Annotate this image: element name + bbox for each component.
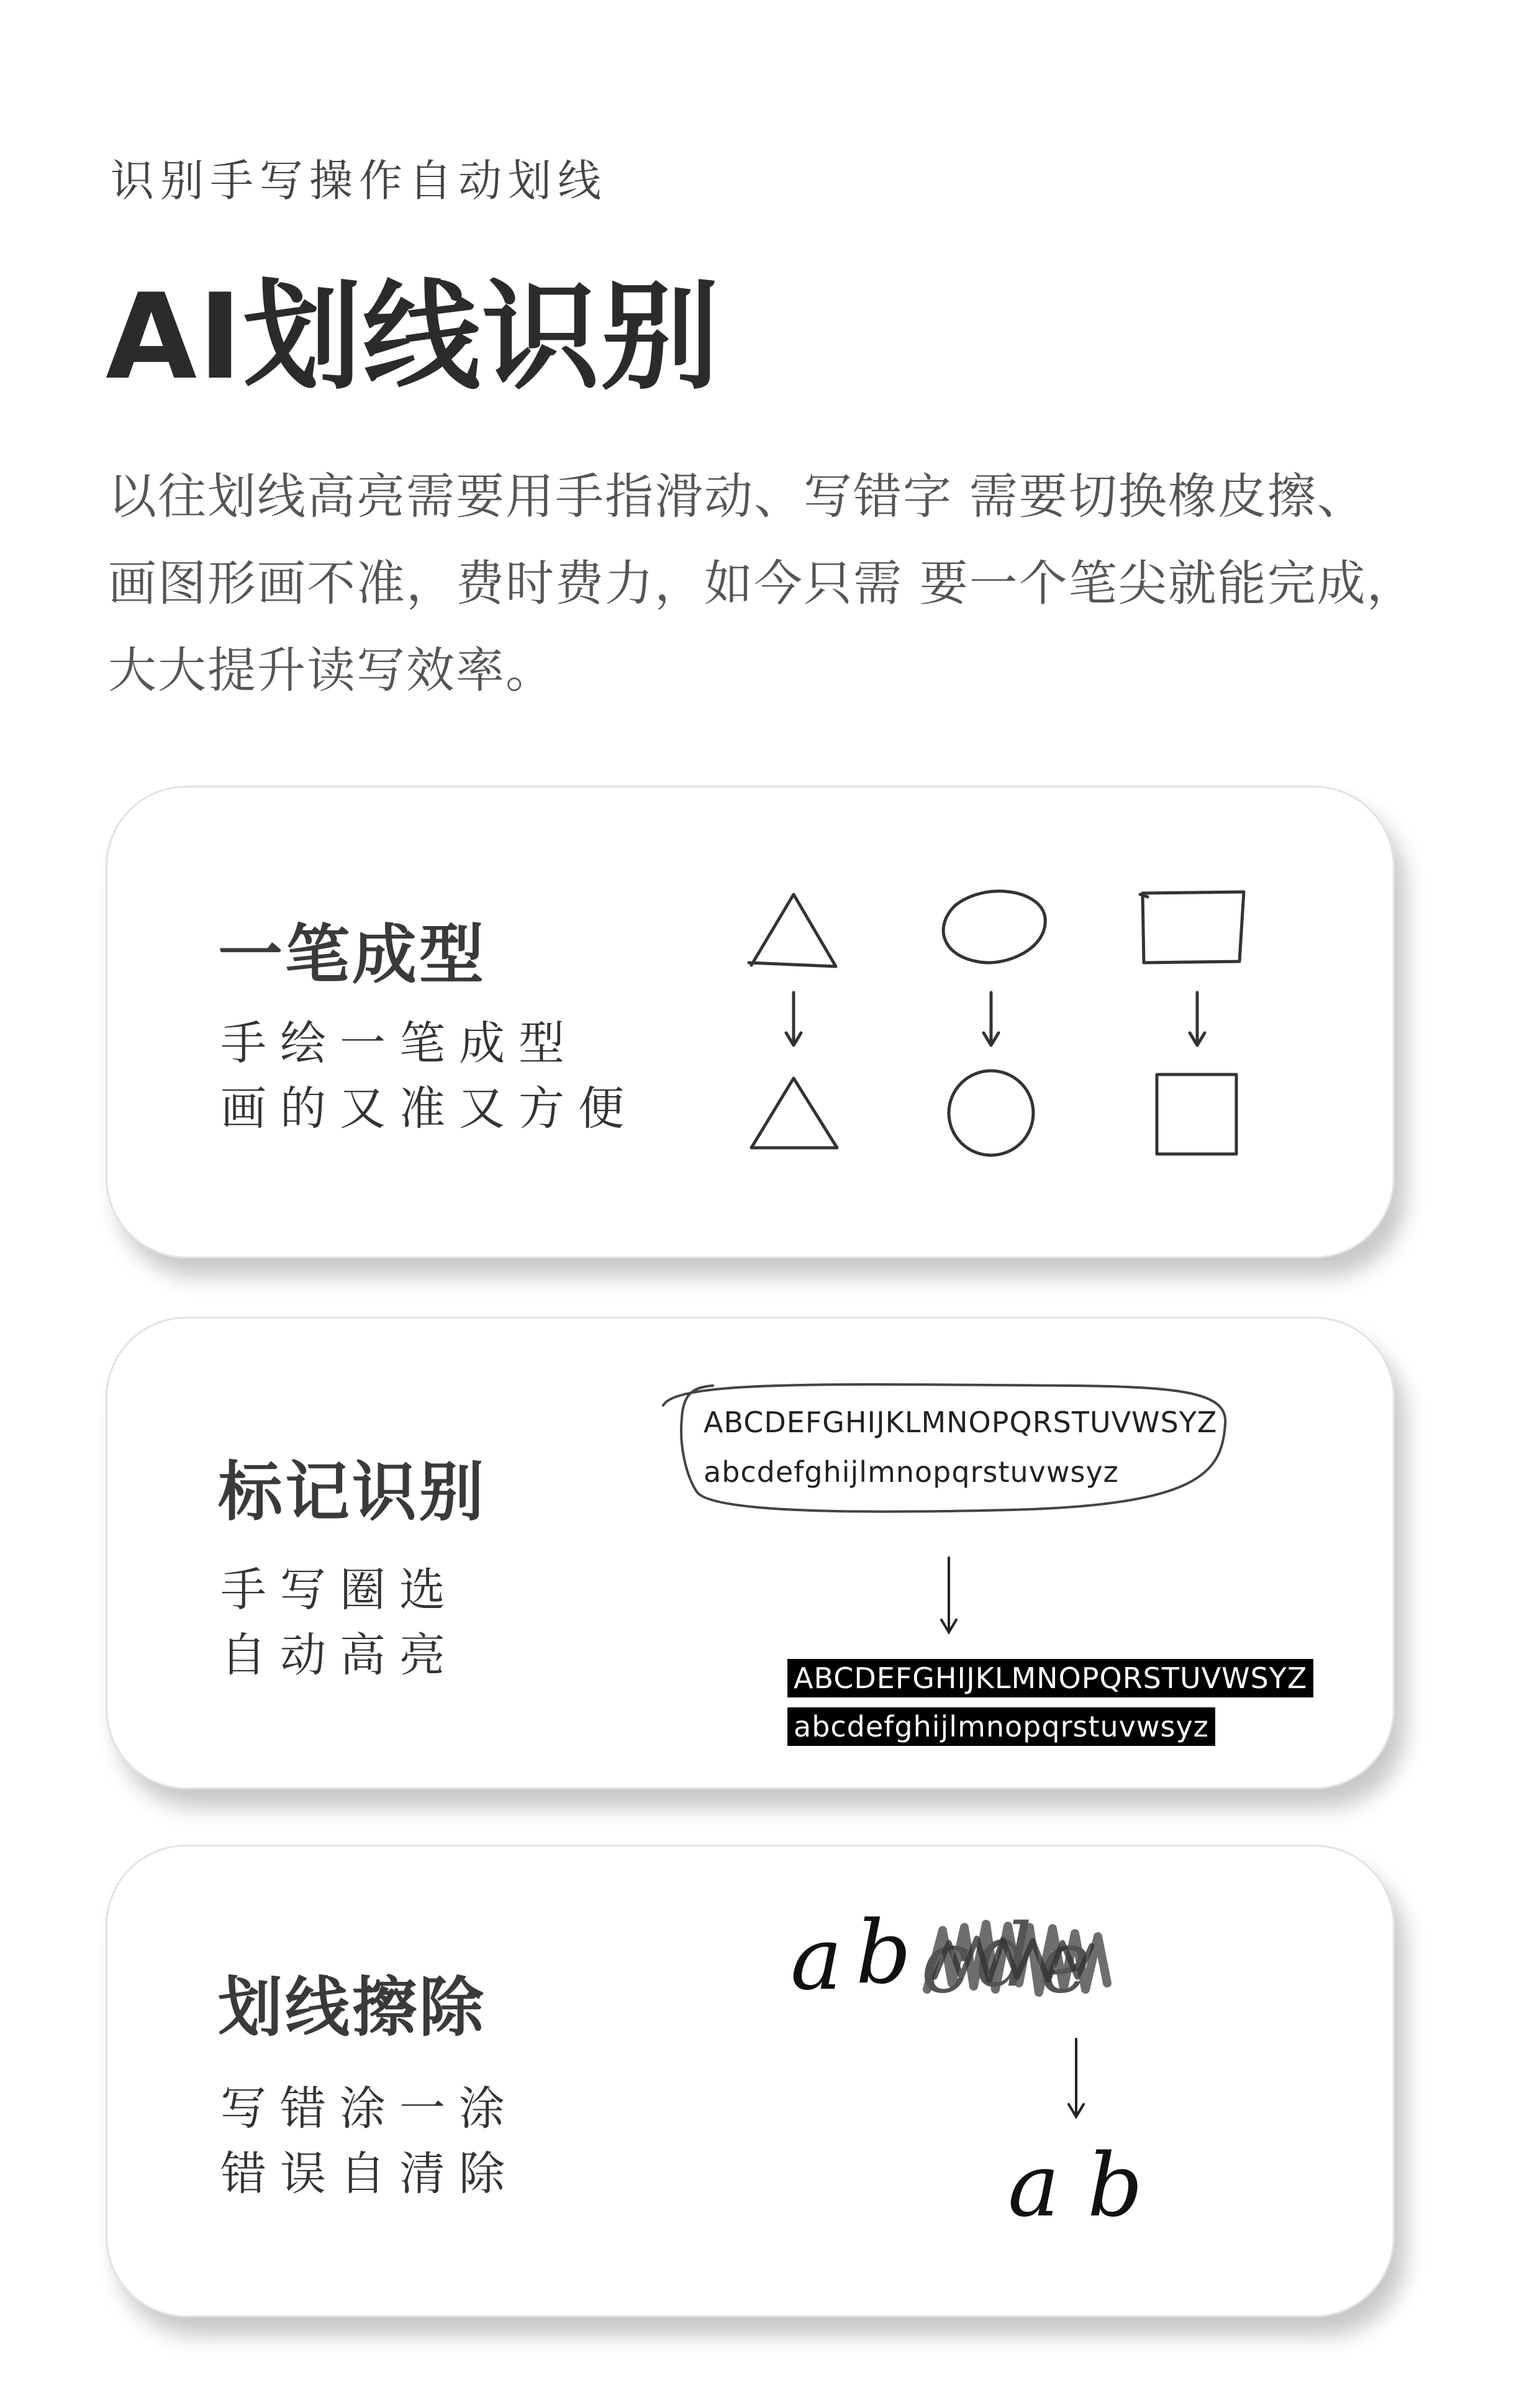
card-title: 划线擦除 (218, 1969, 487, 2045)
feature-card-erase (106, 1845, 1395, 2317)
arrow-down-icon (941, 1558, 956, 1632)
clean-triangle (751, 1078, 837, 1148)
feature-card-mark (106, 1317, 1395, 1789)
erase-result-text: a b (1008, 2135, 1143, 2237)
arrow-down-icon (984, 993, 999, 1045)
arrow-down-icon (786, 993, 801, 1045)
intro-line: 大大提升读写效率。 (108, 643, 556, 699)
card-desc-line: 手绘一笔成型 (220, 1017, 578, 1070)
card-desc-line: 自动高亮 (220, 1629, 459, 1682)
card-title: 标记识别 (218, 1454, 487, 1530)
card-desc-line: 手写圈选 (220, 1563, 459, 1617)
feature-card-shape (106, 786, 1395, 1258)
letter-a: a (790, 1909, 843, 2010)
letter-c: c (921, 1912, 970, 2013)
letter-b: b (856, 1902, 912, 2004)
sample-uppercase: ABCDEFGHIJKLMNOPQRSTUVWSYZ (704, 1406, 1218, 1439)
page-title: AI划线识别 (106, 268, 720, 406)
card-description (220, 2076, 519, 2207)
arrow-down-icon (1190, 993, 1205, 1045)
intro-line: 画图形画不准，费时费力，如今只需 要一个笔尖就能完成， (108, 556, 1416, 612)
card-title: 一笔成型 (218, 917, 487, 993)
highlighted-uppercase: ABCDEFGHIJKLMNOPQRSTUVWSYZ (787, 1659, 1313, 1697)
card-desc-line: 错误自清除 (220, 2147, 519, 2201)
erase-illustration (772, 1884, 1331, 2281)
intro-line: 以往划线高亮需要用手指滑动、写错字 需要切换橡皮擦、 (108, 469, 1367, 525)
card-description (220, 1011, 638, 1142)
letter-d: d (977, 1906, 1033, 2007)
highlighted-lowercase: abcdefghijlmnopqrstuvwsyz (787, 1707, 1215, 1746)
sketch-ellipse (943, 891, 1045, 963)
clean-rectangle (1157, 1074, 1236, 1154)
shape-illustration (694, 856, 1315, 1197)
mark-illustration (638, 1368, 1352, 1741)
sketch-triangle (749, 894, 836, 966)
sketch-rectangle (1140, 892, 1244, 963)
card-description (220, 1558, 459, 1688)
clean-circle (949, 1071, 1033, 1155)
arrow-down-icon (1069, 2039, 1084, 2117)
section-subtitle: 识别手写操作自动划线 (111, 155, 607, 206)
sample-lowercase: abcdefghijlmnopqrstuvwsyz (704, 1455, 1119, 1489)
letter-e: e (1039, 1912, 1090, 2013)
intro-paragraph (108, 453, 1431, 714)
card-desc-line: 写错涂一涂 (220, 2082, 519, 2135)
card-desc-line: 画的又准又方便 (220, 1082, 638, 1135)
